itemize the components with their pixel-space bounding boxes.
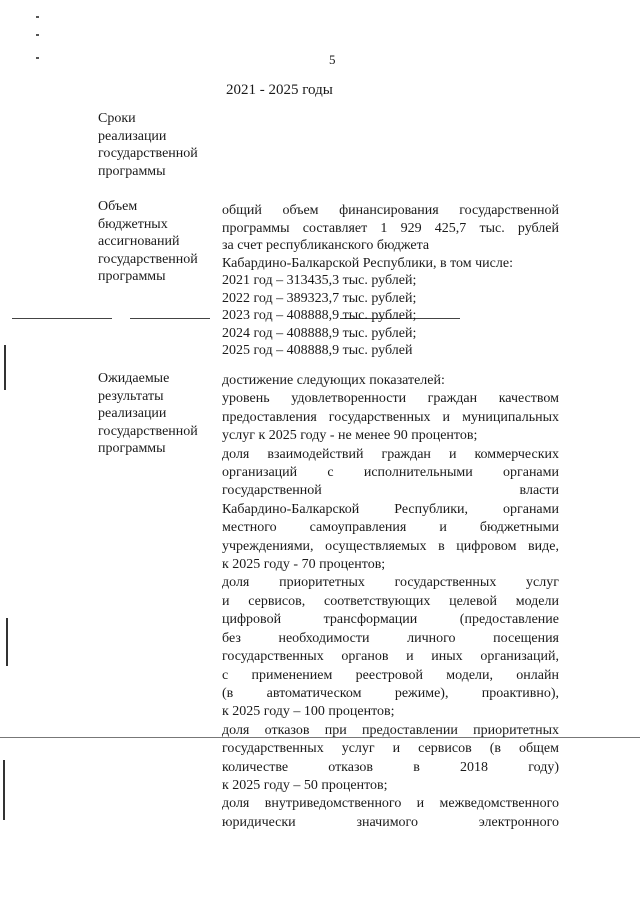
label-line: реализации — [98, 128, 167, 144]
value-line: доля отказов при предоставлении приоритетных — [222, 722, 559, 738]
scan-speck — [36, 57, 39, 59]
value-line: и сервисов, соответствующих целевой модели — [222, 593, 559, 609]
page-number: 5 — [329, 52, 336, 67]
scan-margin-mark — [3, 760, 5, 820]
label-line: Ожидаемые — [98, 371, 170, 386]
value-line: 2023 год – 408888,9 тыс. рублей; — [222, 308, 417, 323]
value-line: юридически значимого электронного — [222, 814, 559, 830]
value-line: с применением реестровой модели, онлайн — [222, 667, 559, 683]
label-line: программы — [98, 163, 166, 179]
label-line: программы — [98, 441, 166, 456]
value-line: общий объем финансирования государственной — [222, 203, 559, 218]
value-line: услуг к 2025 году - не менее 90 процентов; — [222, 428, 478, 444]
value-line: местного самоуправления и бюджетными — [222, 520, 559, 536]
label-line: государственной — [98, 251, 198, 267]
value-line: Кабардино-Балкарской Республики, в том числе: — [222, 255, 513, 271]
value-line: организаций с исполнительными органами — [222, 465, 559, 481]
value-line: государственных услуг и сервисов (в общем — [222, 741, 559, 757]
value-line: 2025 год – 408888,9 тыс. рублей — [222, 343, 413, 358]
value-line: (в автоматическом режиме), проактивно), — [222, 685, 559, 701]
scan-speck — [36, 16, 39, 18]
budget-label — [98, 198, 216, 286]
value-line: к 2025 году – 100 процентов; — [222, 704, 395, 720]
label-line: бюджетных — [98, 216, 168, 232]
value-line: доля приоритетных государственных услуг — [222, 575, 559, 591]
value-line: 2024 год – 408888,9 тыс. рублей; — [222, 325, 417, 341]
value-line: к 2025 году - 70 процентов; — [222, 557, 386, 573]
value-line: предоставления государственных и муниципальных — [222, 409, 559, 425]
value-line: количестве отказов в 2018 году) — [222, 759, 559, 775]
value-line: государственной власти — [222, 483, 559, 499]
value-line: 2022 год – 389323,7 тыс. рублей; — [222, 290, 417, 306]
scan-speck — [36, 34, 39, 36]
results-value — [222, 372, 559, 832]
budget-value — [222, 202, 559, 360]
label-line: результаты — [98, 388, 164, 404]
value-line: достижение следующих показателей: — [222, 373, 445, 388]
label-line: государственной — [98, 423, 198, 439]
value-line: к 2025 году – 50 процентов; — [222, 777, 388, 793]
results-label — [98, 370, 216, 458]
scan-margin-mark — [4, 345, 6, 390]
terms-label — [98, 110, 216, 180]
value-line: цифровой трансформации (предоставление — [222, 612, 559, 628]
label-line: ассигнований — [98, 234, 180, 249]
value-line: учреждениями, осуществляемых в цифровом виде, — [222, 538, 559, 554]
value-line: без необходимости личного посещения — [222, 630, 559, 646]
program-period: 2021 - 2025 годы — [226, 82, 333, 98]
scan-artifact-line — [12, 318, 112, 319]
label-line: реализации — [98, 406, 167, 421]
value-line: доля внутриведомственного и межведомственного — [222, 796, 559, 812]
scan-artifact-line — [130, 318, 210, 319]
value-line: 2021 год – 313435,3 тыс. рублей; — [222, 273, 417, 288]
value-line: за счет республиканского бюджета — [222, 238, 430, 253]
value-line: доля взаимодействий граждан и коммерческих — [222, 446, 559, 462]
scan-margin-mark — [6, 618, 8, 666]
label-line: государственной — [98, 146, 198, 161]
value-line: уровень удовлетворенности граждан качеством — [222, 391, 559, 407]
label-line: Сроки — [98, 111, 136, 126]
label-line: программы — [98, 269, 166, 284]
value-line: программы составляет 1 929 425,7 тыс. рублей — [222, 220, 559, 236]
value-line: Кабардино-Балкарской Республики, органами — [222, 501, 559, 517]
label-line: Объем — [98, 199, 138, 214]
value-line: государственных органов и иных организаций, — [222, 649, 559, 665]
